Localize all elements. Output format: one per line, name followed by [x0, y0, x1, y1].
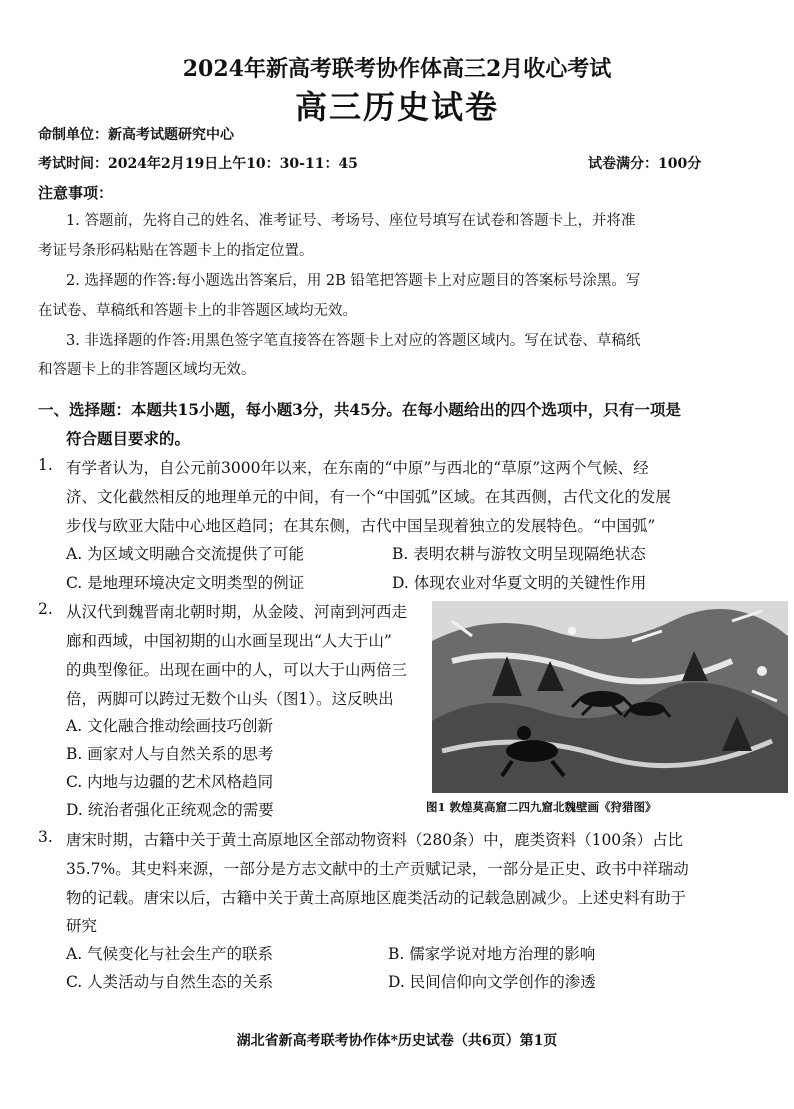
question-3-line-4: 研究 [66, 917, 98, 935]
question-3-number: 3. [38, 828, 53, 846]
question-1-number: 1. [38, 456, 53, 474]
question-2-number: 2. [38, 600, 53, 618]
exam-title: 2024年新高考联考协作体高三2月收心考试 [182, 56, 612, 82]
issuing-unit: 命制单位：新高考试题研究中心 [38, 127, 234, 143]
question-2-option-a: A. 文化融合推动绘画技巧创新 [66, 717, 274, 735]
mural-illustration [432, 601, 788, 793]
question-3-line-3: 物的记载。唐宋以后，古籍中关于黄土高原地区鹿类活动的记载急剧减少。上述史料有助于 [66, 889, 687, 907]
question-1-option-c: C. 是地理环境决定文明类型的例证 [66, 574, 305, 592]
question-2-option-c: C. 内地与边疆的艺术风格趋同 [66, 773, 274, 791]
figure-1-caption: 图1 敦煌莫高窟二四九窟北魏壁画《狩猎图》 [426, 800, 657, 814]
question-3-option-a: A. 气候变化与社会生产的联系 [66, 945, 274, 963]
question-2-line-4: 倍，两脚可以跨过无数个山头（图1）。这反映出 [66, 690, 394, 708]
notice-item-3-line-2: 和答题卡上的非答题区域均无效。 [38, 362, 256, 378]
notice-item-1-line-2: 考证号条形码粘贴在答题卡上的指定位置。 [38, 243, 314, 259]
question-1-option-b: B. 表明农耕与游牧文明呈现隔绝状态 [392, 545, 646, 563]
notice-item-1-line-1: 1. 答题前，先将自己的姓名、准考证号、考场号、座位号填写在试卷和答题卡上，并将准 [66, 213, 636, 229]
question-3-line-2: 35.7%。其史料来源，一部分是方志文献中的土产贡赋记录，一部分是正史、政书中祥瑞动 [66, 860, 689, 878]
question-3-line-1: 唐宋时期，古籍中关于黄土高原地区全部动物资料（280条）中，鹿类资料（100条）占比 [66, 831, 684, 849]
mural-hunting-image [432, 601, 788, 793]
question-1-option-d: D. 体现农业对华夏文明的关键性作用 [392, 574, 647, 592]
notice-item-3-line-1: 3. 非选择题的作答:用黑色签字笔直接答在答题卡上对应的答题区域内。写在试卷、草稿纸 [66, 333, 641, 349]
page-footer: 湖北省新高考联考协作体*历史试卷（共6页）第1页 [236, 1033, 558, 1049]
question-3-option-c: C. 人类活动与自然生态的关系 [66, 973, 274, 991]
question-2-line-1: 从汉代到魏晋南北朝时期，从金陵、河南到河西走 [66, 603, 408, 621]
question-2-option-d: D. 统治者强化正统观念的需要 [66, 801, 274, 819]
section-1-heading-line-2: 符合题目要求的。 [66, 429, 191, 448]
notice-item-2-line-2: 在试卷、草稿纸和答题卡上的非答题区域均无效。 [38, 303, 357, 319]
question-3-option-d: D. 民间信仰向文学创作的渗透 [388, 973, 596, 991]
question-2-option-b: B. 画家对人与自然关系的思考 [66, 745, 274, 763]
notice-heading: 注意事项： [38, 184, 114, 202]
section-1-heading-line-1: 一、选择题：本题共15小题，每小题3分，共45分。在每小题给出的四个选项中，只有一项是 [38, 400, 681, 419]
question-3-option-b: B. 儒家学说对地方治理的影响 [388, 945, 596, 963]
notice-item-2-line-1: 2. 选择题的作答:每小题选出答案后，用 2B 铅笔把答题卡上对应题目的答案标号涂黑。写 [66, 273, 641, 289]
exam-subtitle: 高三历史试卷 [294, 88, 499, 126]
question-1-line-3: 步伐与欧亚大陆中心地区趋同；在其东侧，古代中国呈现着独立的发展特色。“中国弧” [66, 517, 656, 535]
question-2-line-3: 的典型像征。出现在画中的人，可以大于山两倍三 [66, 661, 408, 679]
exam-time: 考试时间：2024年2月19日上午10：30-11：45 [38, 156, 358, 172]
question-1-line-1: 有学者认为，自公元前3000年以来，在东南的“中原”与西北的“草原”这两个气候、经 [66, 459, 649, 477]
question-1-option-a: A. 为区域文明融合交流提供了可能 [66, 545, 305, 563]
question-1-line-2: 济、文化截然相反的地理单元的中间，有一个“中国弧”区域。在其西侧，古代文化的发展 [66, 488, 671, 506]
full-score: 试卷满分：100分 [588, 156, 702, 172]
question-2-line-2: 廊和西域，中国初期的山水画呈现出“人大于山” [66, 632, 392, 650]
